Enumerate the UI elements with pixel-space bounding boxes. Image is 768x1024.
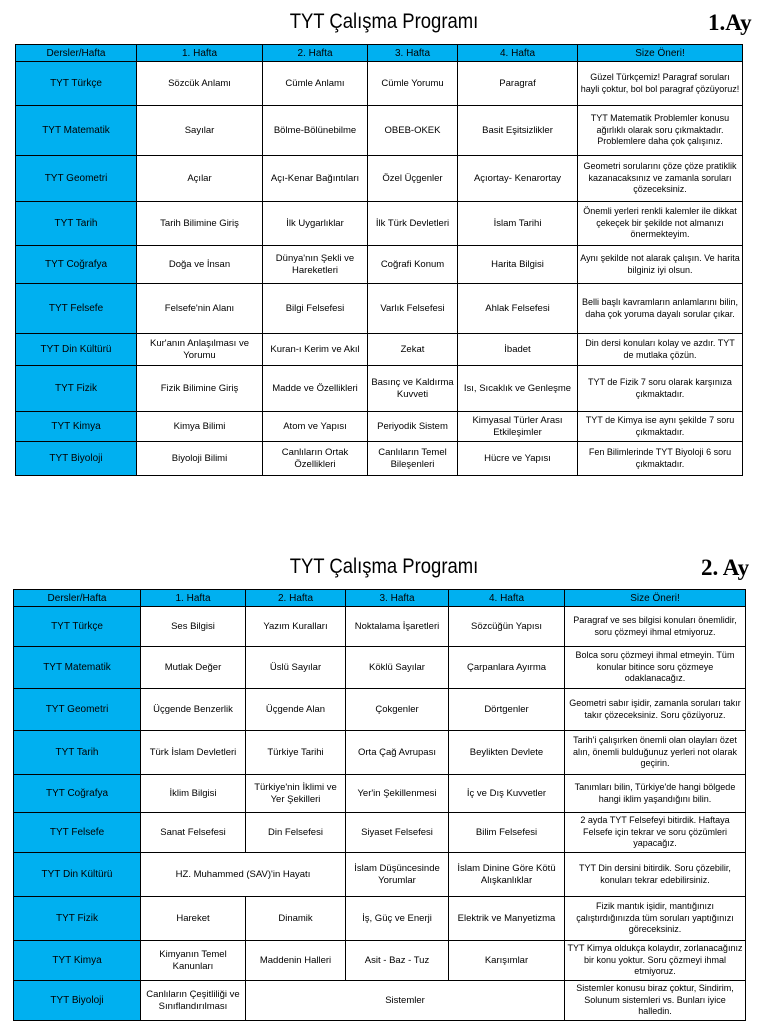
- header-cell: 1. Hafta: [141, 590, 246, 607]
- week-1-cell: İklim Bilgisi: [141, 775, 246, 813]
- week-1-2-merged-cell: HZ. Muhammed (SAV)'in Hayatı: [141, 853, 346, 897]
- week-2-cell: Din Felsefesi: [246, 813, 346, 853]
- week-3-cell: Köklü Sayılar: [346, 647, 449, 689]
- week-2-4-merged-cell: Sistemler: [246, 981, 565, 1021]
- suggestion-cell: Geometri sabır işidir, zamanla soruları takır takır çözeceksiniz. Soru çözüyoruz.: [565, 689, 746, 731]
- header-cell: 1. Hafta: [137, 45, 263, 62]
- table-row: [14, 813, 746, 853]
- week-1-cell: Sanat Felsefesi: [141, 813, 246, 853]
- suggestion-cell: Paragraf ve ses bilgisi konuları önemlidir, soru çözmeyi ihmal etmiyoruz.: [565, 607, 746, 647]
- week-3-cell: Coğrafi Konum: [368, 246, 458, 284]
- table-header-row: [16, 45, 743, 62]
- table-row: [14, 981, 746, 1021]
- week-2-cell: Atom ve Yapısı: [263, 412, 368, 442]
- schedule-table-month-2: [13, 589, 746, 1021]
- week-3-cell: Zekat: [368, 334, 458, 366]
- header-cell: 3. Hafta: [346, 590, 449, 607]
- week-3-cell: Cümle Yorumu: [368, 62, 458, 106]
- subject-cell: TYT Coğrafya: [16, 246, 137, 284]
- month-1-label: 1.Ay: [708, 10, 752, 35]
- week-3-cell: Siyaset Felsefesi: [346, 813, 449, 853]
- header-cell: Size Öneri!: [565, 590, 746, 607]
- subject-cell: TYT Din Kültürü: [14, 853, 141, 897]
- week-2-cell: Bölme-Bölünebilme: [263, 106, 368, 156]
- header-cell: 4. Hafta: [449, 590, 565, 607]
- suggestion-cell: TYT de Fizik 7 soru olarak karşınıza çıkmaktadır.: [578, 366, 743, 412]
- table-row: [16, 442, 743, 476]
- week-2-cell: Cümle Anlamı: [263, 62, 368, 106]
- week-4-cell: Açıortay- Kenarortay: [458, 156, 578, 202]
- week-1-cell: Felsefe'nin Alanı: [137, 284, 263, 334]
- table-row: [14, 607, 746, 647]
- suggestion-cell: Tarih'i çalışırken önemli olan olayları özet alın, önemli bulduğunuz yerleri not olarak geçirin.: [565, 731, 746, 775]
- subject-cell: TYT Coğrafya: [14, 775, 141, 813]
- table-row: [14, 941, 746, 981]
- header-cell: 4. Hafta: [458, 45, 578, 62]
- week-3-cell: Basınç ve Kaldırma Kuvveti: [368, 366, 458, 412]
- week-1-cell: Doğa ve İnsan: [137, 246, 263, 284]
- week-4-cell: İbadet: [458, 334, 578, 366]
- week-4-cell: Kimyasal Türler Arası Etkileşimler: [458, 412, 578, 442]
- table-row: [16, 106, 743, 156]
- week-1-cell: Kimyanın Temel Kanunları: [141, 941, 246, 981]
- table-row: [14, 897, 746, 941]
- subject-cell: TYT Fizik: [16, 366, 137, 412]
- week-1-cell: Hareket: [141, 897, 246, 941]
- table-row: [14, 853, 746, 897]
- suggestion-cell: TYT Din dersini bitirdik. Soru çözebilir, konuları tekrar edebilirsiniz.: [565, 853, 746, 897]
- week-3-cell: Periyodik Sistem: [368, 412, 458, 442]
- week-4-cell: İslam Dinine Göre Kötü Alışkanlıklar: [449, 853, 565, 897]
- week-1-cell: Fizik Bilimine Giriş: [137, 366, 263, 412]
- subject-cell: TYT Matematik: [14, 647, 141, 689]
- subject-cell: TYT Matematik: [16, 106, 137, 156]
- suggestion-cell: Geometri sorularını çöze çöze pratiklik kazanacaksınız ve zamanla soruları çözeceksiniz.: [578, 156, 743, 202]
- month-2-header: [0, 555, 768, 589]
- week-4-cell: Çarpanlara Ayırma: [449, 647, 565, 689]
- suggestion-cell: TYT de Kimya ise aynı şekilde 7 soru çıkmaktadır.: [578, 412, 743, 442]
- week-1-cell: Mutlak Değer: [141, 647, 246, 689]
- week-1-cell: Türk İslam Devletleri: [141, 731, 246, 775]
- suggestion-cell: TYT Matematik Problemler konusu ağırlıklı olarak soru çıkmaktadır. Problemlere daha çok çalışınız.: [578, 106, 743, 156]
- schedule-table-month-1: [15, 44, 743, 476]
- suggestion-cell: Güzel Türkçemiz! Paragraf soruları hayli çoktur, bol bol paragraf çözüyoruz!: [578, 62, 743, 106]
- subject-cell: TYT Felsefe: [16, 284, 137, 334]
- suggestion-cell: Aynı şekilde not alarak çalışın. Ve harita bilginiz iyi olsun.: [578, 246, 743, 284]
- week-4-cell: Elektrik ve Manyetizma: [449, 897, 565, 941]
- week-4-cell: Sözcüğün Yapısı: [449, 607, 565, 647]
- table-row: [16, 284, 743, 334]
- subject-cell: TYT Din Kültürü: [16, 334, 137, 366]
- header-cell: 3. Hafta: [368, 45, 458, 62]
- week-4-cell: Isı, Sıcaklık ve Genleşme: [458, 366, 578, 412]
- subject-cell: TYT Fizik: [14, 897, 141, 941]
- suggestion-cell: Din dersi konuları kolay ve azdır. TYT de mutlaka çözün.: [578, 334, 743, 366]
- subject-cell: TYT Biyoloji: [16, 442, 137, 476]
- week-2-cell: Kuran-ı Kerim ve Akıl: [263, 334, 368, 366]
- week-1-cell: Tarih Bilimine Giriş: [137, 202, 263, 246]
- table-header-row: [14, 590, 746, 607]
- subject-cell: TYT Türkçe: [14, 607, 141, 647]
- week-4-cell: Hücre ve Yapısı: [458, 442, 578, 476]
- week-4-cell: Paragraf: [458, 62, 578, 106]
- week-1-cell: Sayılar: [137, 106, 263, 156]
- week-4-cell: İslam Tarihi: [458, 202, 578, 246]
- table-row: [14, 647, 746, 689]
- week-2-cell: Türkiye Tarihi: [246, 731, 346, 775]
- table-row: [14, 775, 746, 813]
- table-row: [14, 731, 746, 775]
- week-2-cell: Üslü Sayılar: [246, 647, 346, 689]
- week-4-cell: İç ve Dış Kuvvetler: [449, 775, 565, 813]
- week-3-cell: Canlıların Temel Bileşenleri: [368, 442, 458, 476]
- week-2-cell: Türkiye'nin İklimi ve Yer Şekilleri: [246, 775, 346, 813]
- week-4-cell: Karışımlar: [449, 941, 565, 981]
- table-row: [16, 366, 743, 412]
- subject-cell: TYT Tarih: [16, 202, 137, 246]
- week-2-cell: Üçgende Alan: [246, 689, 346, 731]
- week-1-cell: Kur'anın Anlaşılması ve Yorumu: [137, 334, 263, 366]
- header-cell: Size Öneri!: [578, 45, 743, 62]
- week-1-cell: Kimya Bilimi: [137, 412, 263, 442]
- table-row: [16, 202, 743, 246]
- header-cell: Dersler/Hafta: [16, 45, 137, 62]
- subject-cell: TYT Kimya: [16, 412, 137, 442]
- week-3-cell: İş, Güç ve Enerji: [346, 897, 449, 941]
- suggestion-cell: Bolca soru çözmeyi ihmal etmeyin. Tüm konular bitince soru çözmeye odaklanacağız.: [565, 647, 746, 689]
- week-2-cell: Dinamik: [246, 897, 346, 941]
- week-3-cell: Yer'in Şekillenmesi: [346, 775, 449, 813]
- suggestion-cell: Belli başlı kavramların anlamlarını bilin, daha çok yoruma dayalı sorular çıkar.: [578, 284, 743, 334]
- suggestion-cell: Tanımları bilin, Türkiye'de hangi bölgede hangi iklim yaşandığını bilin.: [565, 775, 746, 813]
- table-row: [16, 246, 743, 284]
- table-row: [14, 689, 746, 731]
- header-cell: 2. Hafta: [263, 45, 368, 62]
- week-1-cell: Canlıların Çeşitliliği ve Sınıflandırılması: [141, 981, 246, 1021]
- subject-cell: TYT Tarih: [14, 731, 141, 775]
- week-1-cell: Açılar: [137, 156, 263, 202]
- subject-cell: TYT Geometri: [16, 156, 137, 202]
- week-3-cell: Noktalama İşaretleri: [346, 607, 449, 647]
- week-3-cell: OBEB-OKEK: [368, 106, 458, 156]
- week-2-cell: Yazım Kuralları: [246, 607, 346, 647]
- month-2-label: 2. Ay: [701, 555, 750, 580]
- suggestion-cell: Fizik mantık işidir, mantığınızı çalıştırdığınızda tüm soruları yaptığınızı göreceksiniz.: [565, 897, 746, 941]
- week-2-cell: İlk Uygarlıklar: [263, 202, 368, 246]
- suggestion-cell: Fen Bilimlerinde TYT Biyoloji 6 soru çıkmaktadır.: [578, 442, 743, 476]
- week-1-cell: Ses Bilgisi: [141, 607, 246, 647]
- week-2-cell: Açı-Kenar Bağıntıları: [263, 156, 368, 202]
- week-1-cell: Üçgende Benzerlik: [141, 689, 246, 731]
- week-1-cell: Sözcük Anlamı: [137, 62, 263, 106]
- subject-cell: TYT Türkçe: [16, 62, 137, 106]
- suggestion-cell: 2 ayda TYT Felsefeyi bitirdik. Haftaya Felsefe için tekrar ve soru çözümleri yapacağız.: [565, 813, 746, 853]
- week-2-cell: Madde ve Özellikleri: [263, 366, 368, 412]
- month-2-title: TYT Çalışma Programı: [289, 555, 479, 578]
- week-2-cell: Dünya'nın Şekli ve Hareketleri: [263, 246, 368, 284]
- week-3-cell: Varlık Felsefesi: [368, 284, 458, 334]
- week-3-cell: İslam Düşüncesinde Yorumlar: [346, 853, 449, 897]
- week-2-cell: Canlıların Ortak Özellikleri: [263, 442, 368, 476]
- suggestion-cell: Sistemler konusu biraz çoktur, Sindirim, Solunum sistemleri vs. Bunları iyice halledin.: [565, 981, 746, 1021]
- month-1-title: TYT Çalışma Programı: [289, 10, 479, 33]
- week-3-cell: Orta Çağ Avrupası: [346, 731, 449, 775]
- week-2-cell: Bilgi Felsefesi: [263, 284, 368, 334]
- week-4-cell: Ahlak Felsefesi: [458, 284, 578, 334]
- table-row: [16, 62, 743, 106]
- week-4-cell: Dörtgenler: [449, 689, 565, 731]
- week-4-cell: Harita Bilgisi: [458, 246, 578, 284]
- table-row: [16, 156, 743, 202]
- suggestion-cell: TYT Kimya oldukça kolaydır, zorlanacağınız bir konu yoktur. Soru çözmeyi ihmal etmiyoruz.: [565, 941, 746, 981]
- week-3-cell: Özel Üçgenler: [368, 156, 458, 202]
- suggestion-cell: Önemli yerleri renkli kalemler ile dikkat çekeçek bir şekilde not almanızı önermekteyim.: [578, 202, 743, 246]
- subject-cell: TYT Kimya: [14, 941, 141, 981]
- table-row: [16, 412, 743, 442]
- week-4-cell: Beylikten Devlete: [449, 731, 565, 775]
- week-3-cell: Asit - Baz - Tuz: [346, 941, 449, 981]
- week-4-cell: Basit Eşitsizlikler: [458, 106, 578, 156]
- subject-cell: TYT Biyoloji: [14, 981, 141, 1021]
- week-3-cell: Çokgenler: [346, 689, 449, 731]
- subject-cell: TYT Geometri: [14, 689, 141, 731]
- week-1-cell: Biyoloji Bilimi: [137, 442, 263, 476]
- table-row: [16, 334, 743, 366]
- week-2-cell: Maddenin Halleri: [246, 941, 346, 981]
- week-3-cell: İlk Türk Devletleri: [368, 202, 458, 246]
- header-cell: 2. Hafta: [246, 590, 346, 607]
- subject-cell: TYT Felsefe: [14, 813, 141, 853]
- header-cell: Dersler/Hafta: [14, 590, 141, 607]
- week-4-cell: Bilim Felsefesi: [449, 813, 565, 853]
- month-1-header: [0, 10, 768, 44]
